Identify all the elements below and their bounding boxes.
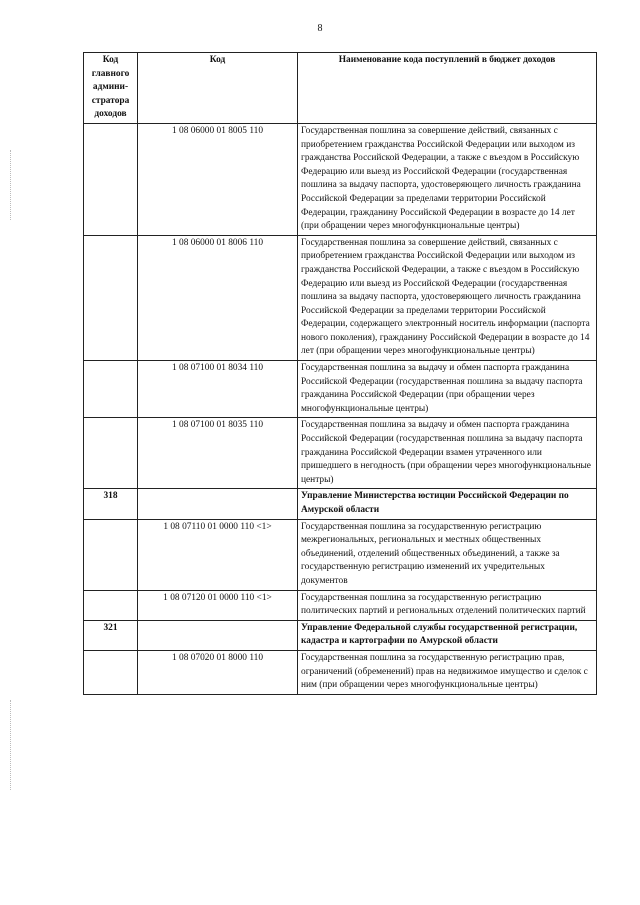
row-admin-code bbox=[84, 418, 138, 489]
scan-artifact-line bbox=[10, 700, 12, 790]
row-admin-code: 318 bbox=[84, 489, 138, 519]
row-revenue-code: 1 08 06000 01 8006 110 bbox=[138, 235, 298, 360]
table-row bbox=[84, 519, 597, 590]
row-revenue-code bbox=[138, 620, 298, 650]
row-admin-code bbox=[84, 123, 138, 235]
header-admin-code: Код главного админи-стратора доходов bbox=[84, 53, 138, 124]
row-admin-code bbox=[84, 650, 138, 694]
scan-artifact-line bbox=[10, 150, 12, 220]
row-admin-code bbox=[84, 519, 138, 590]
table-row bbox=[84, 361, 597, 418]
row-revenue-name: Государственная пошлина за совершение действий, связанных с приобретением гражданства Российской Федерации или выходом из гражданства Российской Федерации, а также с въездом в Российскую Федерацию или выезд из Российской Федерации (государственная пошлина за выдачу паспорта, удостоверяющего личность гражданина Российской Федерации за пределами территории Российской Федерации, гражданину Российской Федерации в возрасте до 14 лет (при обращении через многофункциональные центры) bbox=[298, 123, 597, 235]
table-row bbox=[84, 590, 597, 620]
row-revenue-code: 1 08 07120 01 0000 110 <1> bbox=[138, 590, 298, 620]
row-revenue-name: Государственная пошлина за совершение действий, связанных с приобретением гражданства Российской Федерации или выходом из гражданства Российской Федерации, а также с въездом в Российскую Федерацию или выезд из Российской Федерации (государственная пошлина за выдачу паспорта, удостоверяющего личность гражданина Российской Федерации за пределами территории Российской Федерации, содержащего электронный носитель информации (паспорта нового поколения), гражданину Российской Федерации в возрасте до 14 лет (при обращении через многофункциональные центры) bbox=[298, 235, 597, 360]
table-row bbox=[84, 650, 597, 694]
row-revenue-code: 1 08 07020 01 8000 110 bbox=[138, 650, 298, 694]
header-name: Наименование кода поступлений в бюджет доходов bbox=[298, 53, 597, 124]
row-revenue-code: 1 08 07100 01 8035 110 bbox=[138, 418, 298, 489]
row-administrator-name: Управление Министерства юстиции Российской Федерации по Амурской области bbox=[298, 489, 597, 519]
table-header-row bbox=[84, 53, 597, 124]
row-revenue-name: Государственная пошлина за государственную регистрацию политических партий и региональных отделений политических партий bbox=[298, 590, 597, 620]
row-revenue-name: Государственная пошлина за государственную регистрацию межрегиональных, региональных и местных общественных объединений, отделений общественных объединений, а также за государственную регистрацию изменений их учредительных документов bbox=[298, 519, 597, 590]
table-row bbox=[84, 235, 597, 360]
row-revenue-name: Государственная пошлина за государственную регистрацию прав, ограничений (обременений) прав на недвижимое имущество и сделок с ним (при обращении через многофункциональные центры) bbox=[298, 650, 597, 694]
row-admin-code bbox=[84, 361, 138, 418]
row-revenue-name: Государственная пошлина за выдачу и обмен паспорта гражданина Российской Федерации (государственная пошлина за выдачу паспорта гражданина Российской Федерации (при обращении через многофункциональные центры) bbox=[298, 361, 597, 418]
table-row bbox=[84, 418, 597, 489]
row-revenue-name: Государственная пошлина за выдачу и обмен паспорта гражданина Российской Федерации (государственная пошлина за выдачу паспорта гражданина Российской Федерации взамен утраченного или пришедшего в негодность (при обращении через многофункциональные центры) bbox=[298, 418, 597, 489]
row-revenue-code bbox=[138, 489, 298, 519]
row-admin-code: 321 bbox=[84, 620, 138, 650]
row-revenue-code: 1 08 07110 01 0000 110 <1> bbox=[138, 519, 298, 590]
row-revenue-code: 1 08 07100 01 8034 110 bbox=[138, 361, 298, 418]
row-admin-code bbox=[84, 590, 138, 620]
table-row-administrator bbox=[84, 620, 597, 650]
row-admin-code bbox=[84, 235, 138, 360]
row-revenue-code: 1 08 06000 01 8005 110 bbox=[138, 123, 298, 235]
table-row bbox=[84, 123, 597, 235]
page-number: 8 bbox=[317, 23, 323, 34]
table-row-administrator bbox=[84, 489, 597, 519]
revenue-codes-table bbox=[83, 52, 597, 695]
header-code: Код bbox=[138, 53, 298, 124]
row-administrator-name: Управление Федеральной службы государственной регистрации, кадастра и картографии по Амурской области bbox=[298, 620, 597, 650]
